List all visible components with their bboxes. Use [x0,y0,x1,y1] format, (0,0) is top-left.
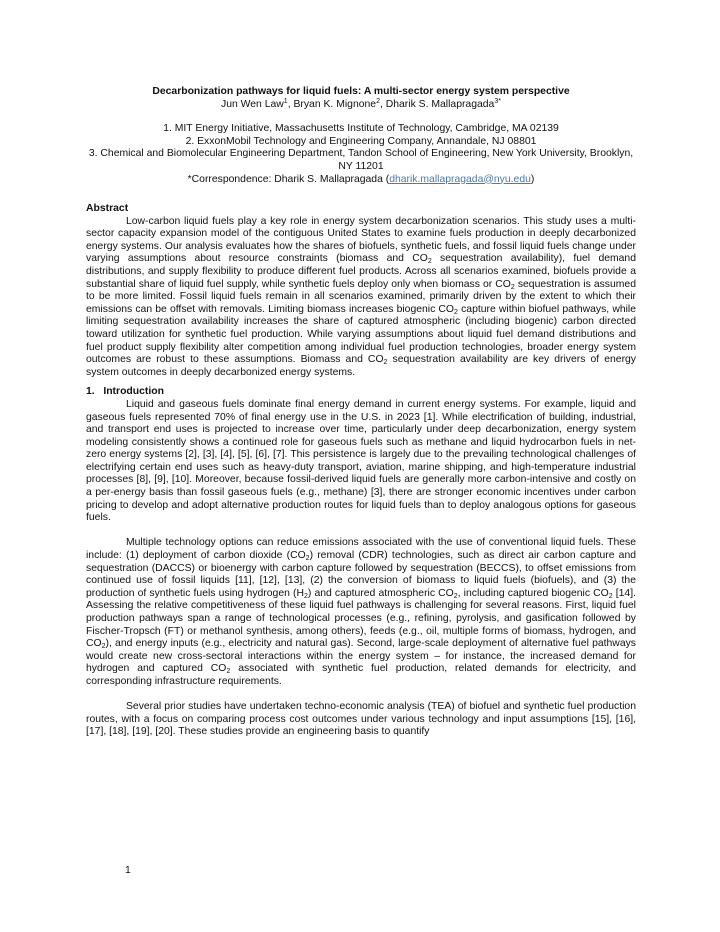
affiliation-3: 3. Chemical and Biomolecular Engineering Department, Tandon School of Engineering, New York University, Brooklyn, NY 11201 [88,148,634,172]
email-link[interactable]: dharik.mallapragada@nyu.edu [389,173,531,185]
author-name: Bryan K. Mignone [293,98,377,110]
author-line: Jun Wen Law$^1$, Bryan K. Mignone$^2$, Dharik S. Mallapragada$^{3*}$ [221,97,501,110]
author-affiliation-mark: 1 [283,97,288,105]
subscript: 2 [383,359,388,367]
subscript: 2 [303,592,308,600]
author-name: Dharik S. Mallapragada [385,98,495,110]
paper-title: Decarbonization pathways for liquid fuels: A multi-sector energy system perspective [152,86,570,97]
subscript: 2 [305,555,310,563]
subscript: 2 [101,643,106,651]
paper-body [86,203,636,739]
subscript: 2 [226,668,231,676]
subscript: 2 [454,308,458,316]
author-affiliation-mark: 3* [494,97,501,105]
correspondence-suffix: ) [530,173,535,185]
abstract-heading: Abstract [86,203,129,214]
intro-paragraph-1: Liquid and gaseous fuels dominate final energy demand in current energy systems. For example, liquid and gaseous fuels represented 70% of final energy use in the U.S. in 2023 [1]. While electrification of building, industrial, and transport end uses is projected to increase over time, particularly under deep decarbonization, energy system modeling consistently shows a continued role for gaseous fuels such as methane and liquid hydrocarbon fuels in net-zero energy systems [2], [3], [4], [5], [6], [7]. This persistence is largely due to the prevailing technological challenges of electrifying certain end uses such as heavy-duty transport, aviation, marine shipping, and high-temperature industrial processes [8], [9], [10]. Moreover, because fossil-derived liquid fuels are generally more carbon-intensive and costly on a per-energy basis than fossil gaseous fuels (e.g., methane) [3], there are stronger economic incentives under carbon pricing to develop and adopt alternative production routes for liquid fuels than to deploy analogous options for gaseous fuels. [86,398,636,524]
correspondence-prefix: *Correspondence: Dharik S. Mallapragada ( [187,173,390,185]
intro-paragraph-2: Multiple technology options can reduce emissions associated with the use of conventional liquid fuels. These include: (1) deployment of carbon dioxide $(CO_2)$ removal (CDR) technologies, such as direct air carbon capture and sequestration (DACCS) or bioenergy with carbon capture followed by sequestration (BECCS), to offset emissions from continued use of fossil liquids [11], [12], [13], (2) the conversion of biomass to liquid fuels (biofuels), and (3) the production of synthetic fuels using hydrogen $(H_2)$ and captured atmospheric $CO_2$, including captured biogenic $CO_2$ [14]. Assessing the relative competitiveness of these liquid fuel pathways is challenging for several reasons. First, liquid fuel production pathways span a range of technological processes (e.g., refining, pyrolysis, and gasification followed by Fischer-Tropsch (FT) or methanol synthesis, among others), feeds (e.g., oil, multiple forms of biomass, hydrogen, and $CO_2$), and energy inputs (e.g., electricity and natural gas). Second, large-scale deployment of alternative fuel pathways would create new cross-sectoral interactions within the energy system – for instance, the increased demand for hydrogen and captured $CO_2$ associated with synthetic fuel production, related demands for electricity, and corresponding infrastructure requirements. [86,537,637,687]
intro-paragraph-3: Several prior studies have undertaken techno-economic analysis (TEA) of biofuel and synthetic fuel production routes, with a focus on comparing process cost outcomes under various technology and input assumptions [15], [16], [17], [18], [19], [20]. These studies provide an engineering basis to quantify [86,701,636,738]
affiliation-2: 2. ExxonMobil Technology and Engineering Company, Annandale, NJ 08801 [185,135,537,147]
page-number: 1 [125,865,131,876]
author-name: Jun Wen Law [221,98,284,110]
abstract-text: Low-carbon liquid fuels play a key role in energy system decarbonization scenarios. This study uses a multi-sector capacity expansion model of the contiguous United States to examine fuels production in deeply decarbonized energy systems. Our analysis evaluates how the shares of biofuels, synthetic fuels, and fossil liquid fuels change under varying assumptions about resource constraints (biomass and $CO_2$ sequestration availability), fuel demand distributions, and supply flexibility to produce different fuel products. Across all scenarios examined, biofuels provide a substantial share of liquid fuel supply, while synthetic fuels deploy only when biomass or $CO_2$ sequestration is assumed to be more limited. Fossil liquid fuels remain in all scenarios examined, primarily driven by the extent to which their emissions can be offset with removals. Limiting biomass increases biogenic $CO_2$ capture within biofuel pathways, while limiting sequestration availability increases the share of captured atmospheric (including biogenic) carbon directed toward utilization for synthetic fuel production. While varying assumptions about liquid fuel demand distributions and fuel product supply flexibility alter competition among individual fuel production technologies, broader energy system outcomes are robust to these assumptions. Biomass and $CO_2$ sequestration availability are key drivers of energy system outcomes in deeply decarbonized energy systems. [86,215,637,378]
introduction-heading: 1. Introduction [86,386,164,398]
author-affiliation-mark: 2 [376,97,380,105]
subscript: 2 [510,283,515,291]
correspondence [86,174,636,187]
affiliations [86,123,636,186]
subscript: 2 [427,258,432,266]
front-matter [86,86,636,186]
subscript: 2 [608,592,613,600]
subscript: 2 [453,592,458,600]
affiliation-1: 1. MIT Energy Initiative, Massachusetts Institute of Technology, Cambridge, MA 02139 [163,123,559,135]
